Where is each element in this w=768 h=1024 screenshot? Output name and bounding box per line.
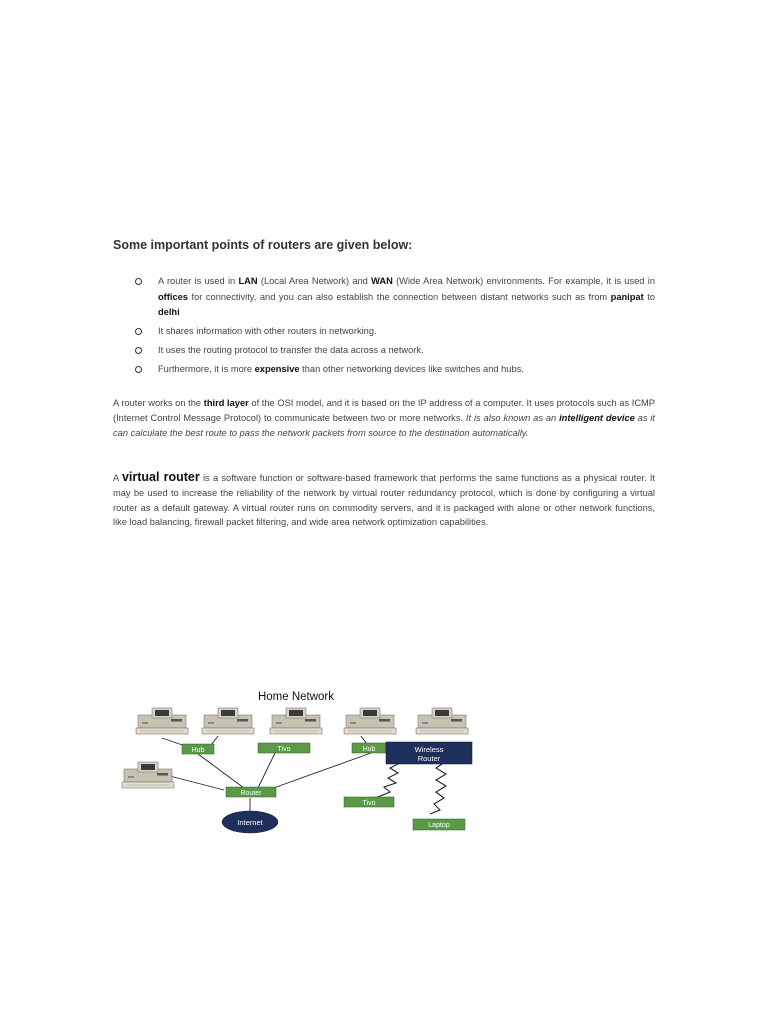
wireless-router-node	[386, 742, 472, 764]
computer-icon	[416, 708, 468, 734]
circle-bullet-icon	[135, 366, 142, 373]
router-points-list	[135, 274, 655, 381]
svg-text:Laptop: Laptop	[428, 822, 450, 829]
hub-right-node	[352, 743, 386, 753]
list-item: Furthermore, it is more expensive than other networking devices like switches and hubs.	[135, 362, 655, 378]
svg-text:Router: Router	[240, 790, 262, 797]
tivo-bottom-node	[344, 797, 394, 807]
circle-bullet-icon	[135, 278, 142, 285]
osi-layer-paragraph: A router works on the third layer of the OSI model, and it is based on the IP address of a computer. It uses protocols such as ICMP (Internet Control Message Protocol) to communicate between two or more networks. It is also known as an intelligent device as it can calculate the best route to pass the network packets from source to the destination automatically.	[113, 398, 655, 438]
svg-text:Hub: Hub	[191, 747, 205, 754]
list-item: It shares information with other routers in networking.	[135, 324, 655, 340]
svg-text:Internet: Internet	[237, 818, 263, 827]
internet-node	[222, 811, 278, 833]
hub-left-node	[182, 744, 214, 754]
list-item: A router is used in LAN (Local Area Network) and WAN (Wide Area Network) environments. For example, it is used in offices for connectivity, and you can also establish the connection between distant networks such as from panipat to delhi	[135, 274, 655, 321]
router-node	[226, 787, 276, 797]
laptop-node	[413, 819, 465, 830]
section-heading: Some important points of routers are given below:	[113, 238, 413, 252]
svg-text:Hub: Hub	[362, 746, 376, 753]
computer-icon	[136, 708, 188, 734]
svg-text:Tivo: Tivo	[277, 746, 291, 753]
tivo-top-node	[258, 743, 310, 753]
home-network-diagram	[120, 686, 480, 838]
computer-icon	[202, 708, 254, 734]
circle-bullet-icon	[135, 347, 142, 354]
computer-icon	[122, 762, 174, 788]
svg-text:Tivo: Tivo	[362, 800, 376, 807]
circle-bullet-icon	[135, 328, 142, 335]
list-item: It uses the routing protocol to transfer the data across a network.	[135, 343, 655, 359]
computer-icon	[270, 708, 322, 734]
svg-text:Router: Router	[417, 754, 441, 763]
diagram-title: Home Network	[257, 691, 335, 703]
svg-text:Wireless: Wireless	[414, 745, 444, 754]
virtual-router-paragraph: A virtual router is a software function or software-based framework that performs the same functions as a physical router. It may be used to increase the reliability of the network by virtual router redundancy protocol, which is done by configuring a virtual router as a default gateway. A virtual router runs on commodity servers, and it is packaged with alone or other network functions, like load balancing, firewall packet filtering, and wide area network optimization capabilities.	[113, 470, 655, 528]
computer-icon	[344, 708, 396, 734]
